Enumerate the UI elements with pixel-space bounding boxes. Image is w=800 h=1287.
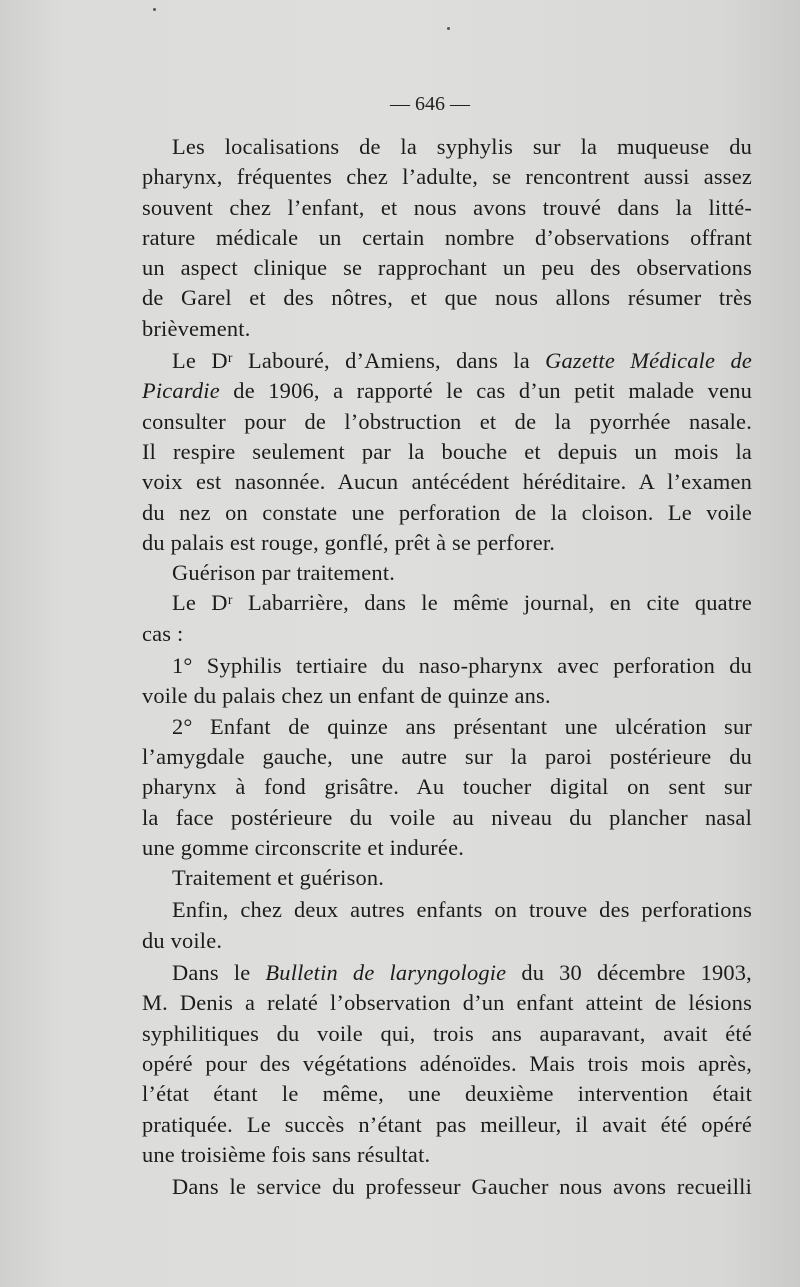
text-line: voix est nasonnée. Aucun antécédent héréditaire. A l’examen <box>142 469 752 495</box>
text-run: Dans le <box>172 960 266 986</box>
text-line: pharynx à fond grisâtre. Au toucher digital on sent sur <box>142 774 752 800</box>
paragraph <box>112 863 752 893</box>
text-line: pharynx, fréquentes chez l’adulte, se rencontrent aussi assez <box>142 164 752 190</box>
text-line: du voile. <box>142 927 223 953</box>
paragraph <box>112 1172 752 1202</box>
text-line: Traitement et guérison. <box>172 865 385 891</box>
body-text <box>112 132 752 1202</box>
text-line: un aspect clinique se rapprochant un peu des observations <box>142 255 752 281</box>
text-line: rature médicale un certain nombre d’observations offrant <box>142 224 752 250</box>
paragraph <box>112 346 752 558</box>
paper-speck <box>153 8 156 11</box>
text-line: pratiquée. Le succès n’étant pas meilleur, il avait été opéré <box>142 1111 752 1137</box>
text-line: 2° Enfant de quinze ans présentant une ulcération sur <box>172 713 752 739</box>
paper-speck <box>447 27 450 30</box>
text-line: du nez on constate une perforation de la cloison. Le voile <box>142 499 752 525</box>
text-line: l’amygdale gauche, une autre sur la paroi postérieure du <box>142 743 752 769</box>
text-line: une gomme circonscrite et indurée. <box>142 834 465 860</box>
text-line: syphilitiques du voile qui, trois ans auparavant, avait été <box>142 1020 752 1046</box>
text-line: Il respire seulement par la bouche et depuis un mois la <box>142 438 752 464</box>
text-line: de Garel et des nôtres, et que nous allons résumer très <box>142 285 752 311</box>
text-line: opéré pour des végétations adénoïdes. Mais trois mois après, <box>142 1050 752 1076</box>
paragraph <box>112 651 752 712</box>
paragraph <box>112 712 752 863</box>
text-line: voile du palais chez un enfant de quinze ans. <box>142 683 551 709</box>
paragraph <box>112 588 752 649</box>
text-run: du 30 décembre 1903, <box>506 960 752 986</box>
paragraph <box>112 958 752 1170</box>
text-line <box>112 346 752 376</box>
journal-title: Bulletin de laryngologie <box>265 960 507 986</box>
text-line: Les localisations de la syphylis sur la muqueuse du <box>172 134 752 159</box>
text-line: 1° Syphilis tertiaire du naso-pharynx avec perforation du <box>172 653 752 679</box>
text-line: consulter pour de l’obstruction et de la pyorrhée nasale. <box>142 408 752 434</box>
journal-title: Gazette Médicale de <box>545 348 753 374</box>
text-line: Le Dʳ Labarrière, dans le même journal, en cite quatre <box>172 590 752 616</box>
text-run: Le Dʳ Labouré, d’Amiens, dans la <box>172 348 546 374</box>
text-line: Dans le service du professeur Gaucher nous avons recueilli <box>172 1174 752 1200</box>
text-line: Enfin, chez deux autres enfants on trouve des perforations <box>172 897 752 923</box>
text-line: l’état étant le même, une deuxième intervention était <box>142 1081 752 1107</box>
text-line: brièvement. <box>142 315 251 341</box>
page-number: — 646 — <box>390 93 470 115</box>
text-line: M. Denis a relaté l’observation d’un enfant atteint de lésions <box>142 990 752 1016</box>
paragraph <box>112 558 752 588</box>
journal-title: Picardie <box>142 378 220 404</box>
text-line: souvent chez l’enfant, et nous avons trouvé dans la litté- <box>142 194 752 220</box>
text-line <box>112 958 752 988</box>
paragraph <box>112 895 752 956</box>
text-line: la face postérieure du voile au niveau du plancher nasal <box>142 804 752 830</box>
paragraph <box>112 132 752 344</box>
text-line: du palais est rouge, gonflé, prêt à se perforer. <box>142 529 556 555</box>
text-run: de 1906, a rapporté le cas d’un petit malade venu <box>219 378 752 404</box>
text-line: Guérison par traitement. <box>172 560 396 586</box>
text-line: une troisième fois sans résultat. <box>142 1141 431 1167</box>
text-line <box>112 376 752 406</box>
text-line: cas : <box>142 620 184 646</box>
